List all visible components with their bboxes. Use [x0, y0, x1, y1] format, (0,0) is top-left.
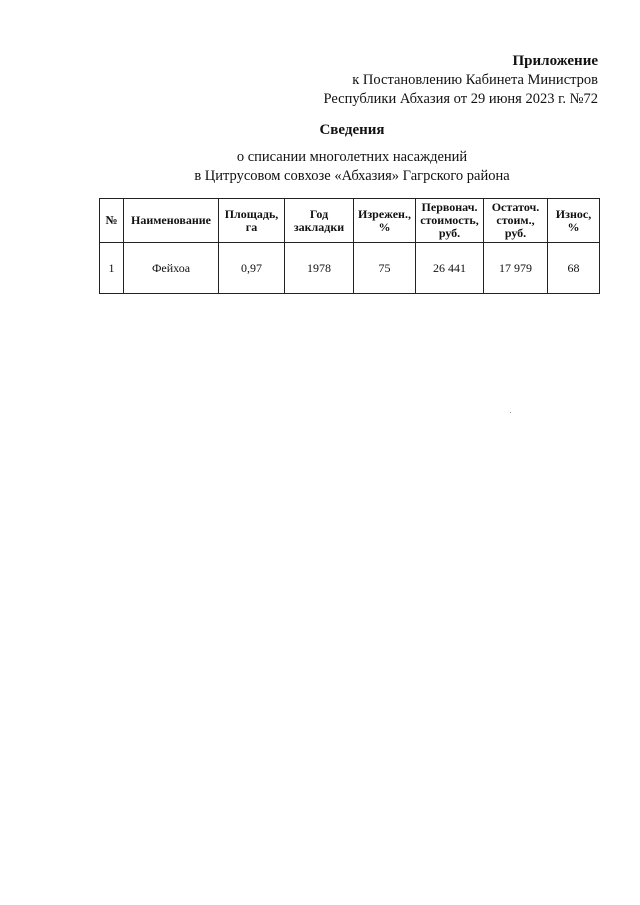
cell-wear: 68 [548, 243, 600, 294]
header-number: № [100, 199, 124, 243]
subtitle-line-2: в Цитрусовом совхозе «Абхазия» Гагрского района [194, 168, 510, 184]
header-initial-cost: Первонач. стоимость, руб. [416, 199, 484, 243]
cell-thinning: 75 [354, 243, 416, 294]
document-title: Сведения [319, 122, 385, 138]
document-subtitle [0, 148, 640, 186]
cell-area: 0,97 [219, 243, 285, 294]
cell-number: 1 [100, 243, 124, 294]
appendix-line-2: Республики Абхазия от 29 июня 2023 г. №72 [323, 91, 598, 107]
appendix-line-1: к Постановлению Кабинета Министров [352, 72, 598, 88]
header-thinning: Изрежен., % [354, 199, 416, 243]
write-off-table [99, 198, 600, 294]
header-residual-cost: Остаточ. стоим., руб. [484, 199, 548, 243]
appendix-header [323, 52, 598, 109]
table-row [100, 243, 600, 294]
cell-initial-cost: 26 441 [416, 243, 484, 294]
header-area: Площадь, га [219, 199, 285, 243]
cell-year: 1978 [285, 243, 354, 294]
header-year: Год закладки [285, 199, 354, 243]
cell-name: Фейхоа [124, 243, 219, 294]
header-name: Наименование [124, 199, 219, 243]
appendix-title: Приложение [512, 53, 598, 69]
subtitle-line-1: о списании многолетних насаждений [236, 149, 468, 165]
header-wear: Износ, % [548, 199, 600, 243]
scan-speck [510, 412, 511, 413]
cell-residual-cost: 17 979 [484, 243, 548, 294]
table-header-row [100, 199, 600, 243]
